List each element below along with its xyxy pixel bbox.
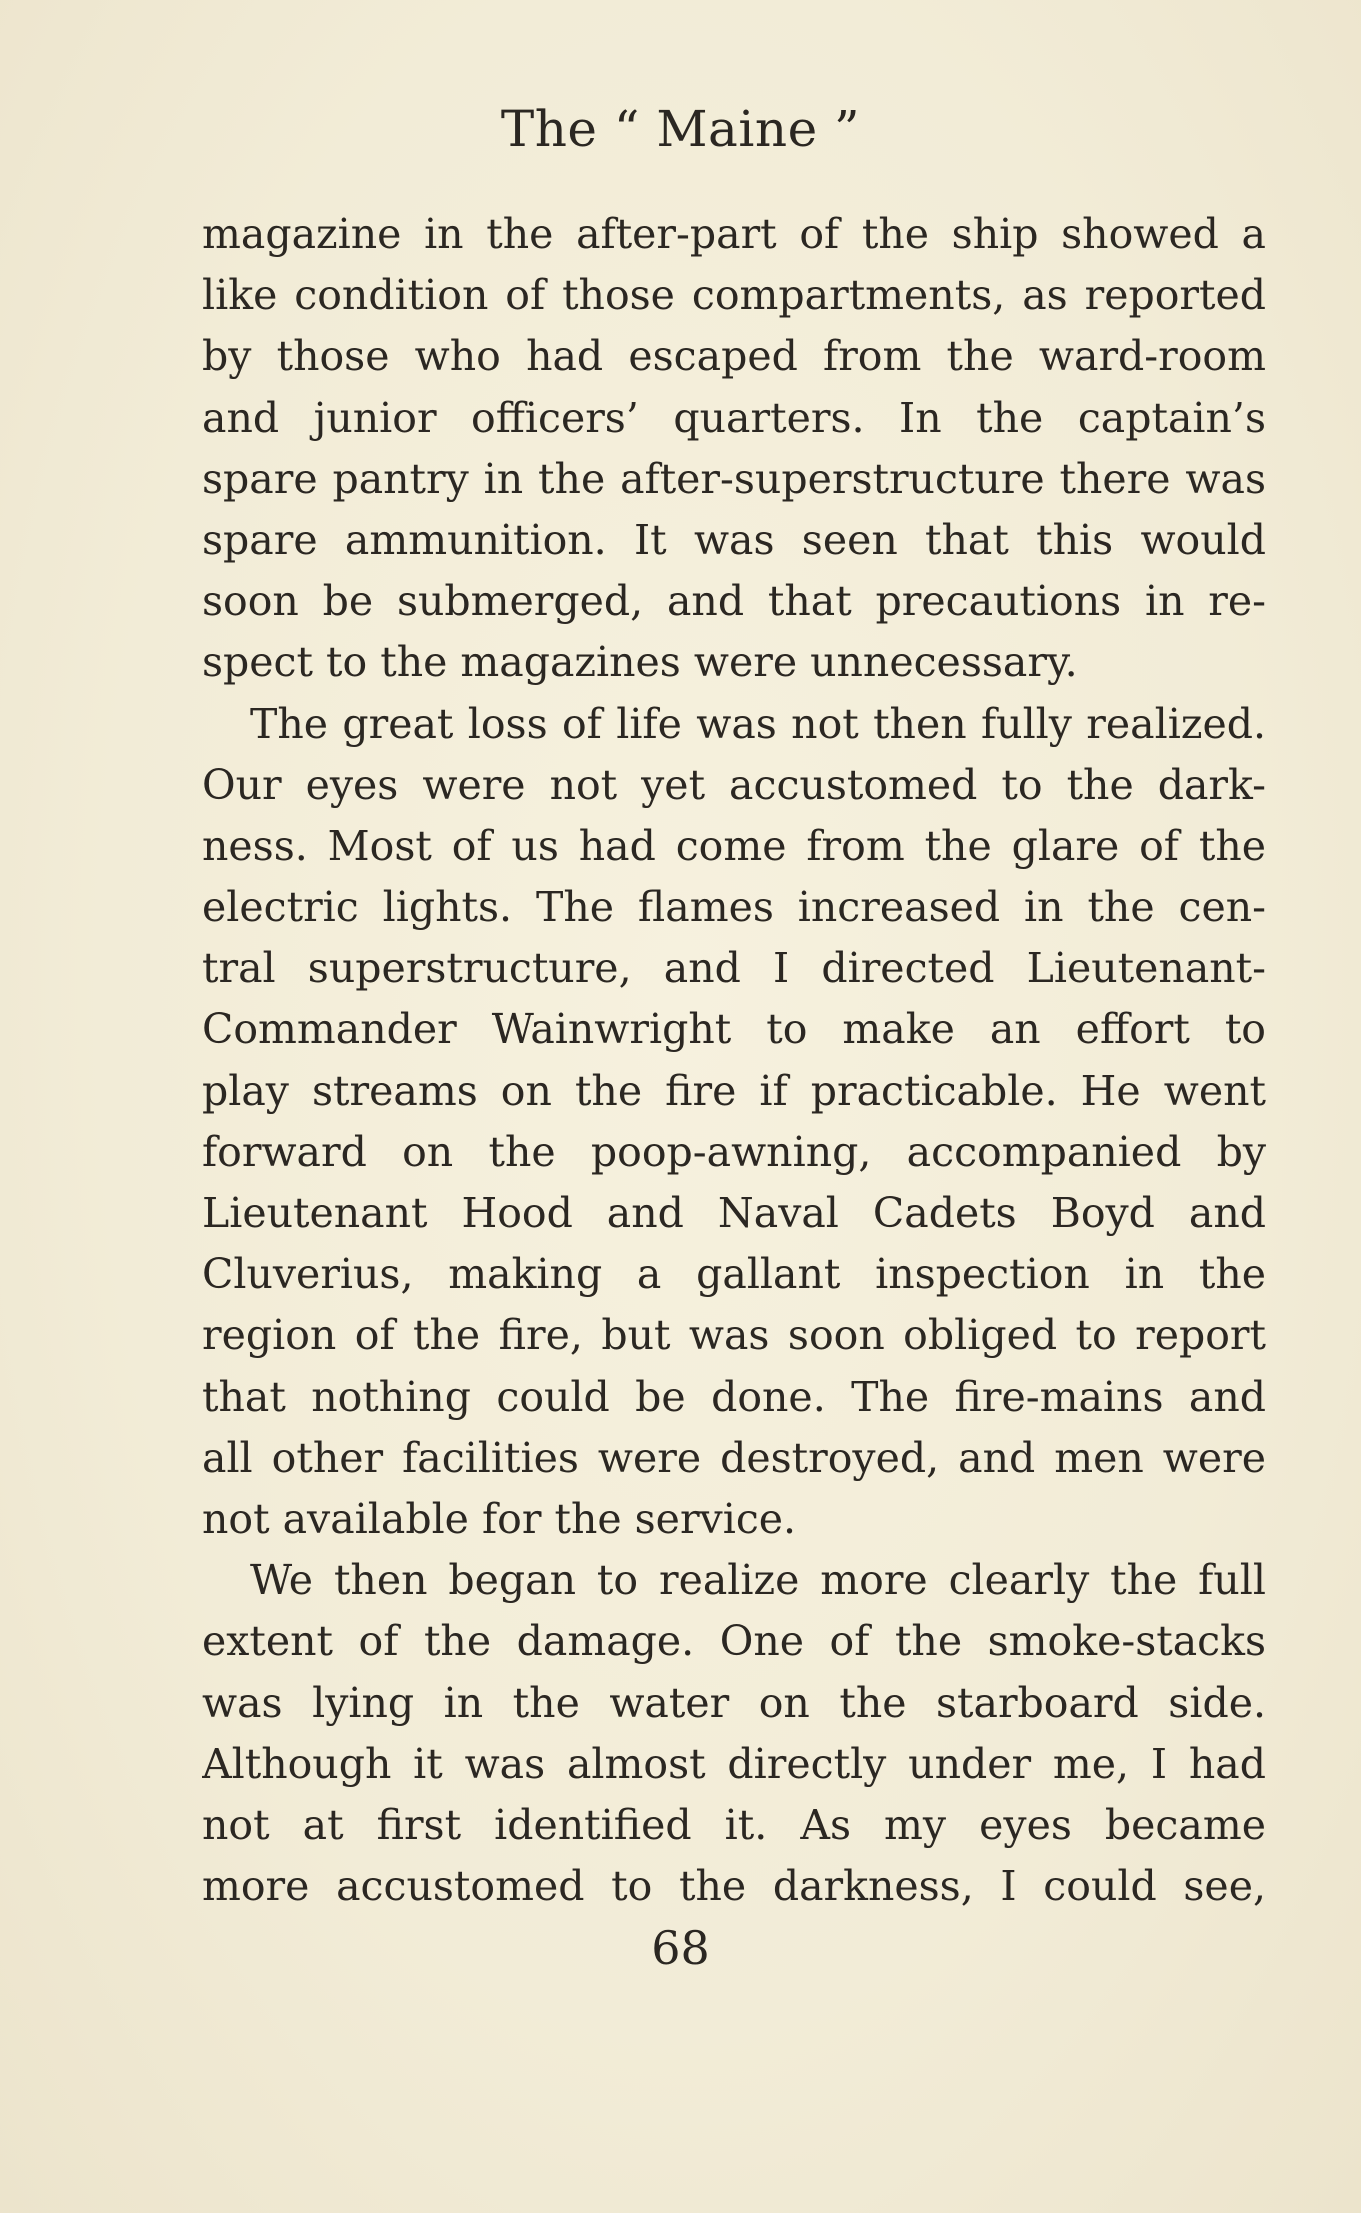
text-line: spare ammunition. It was seen that this would <box>202 515 1266 564</box>
text-line: forward on the poop-awning, accompanied by <box>202 1127 1266 1176</box>
text-line: Cluverius, making a gallant inspection in the <box>202 1250 1266 1299</box>
text-line: region of the fire, but was soon obliged to report <box>202 1311 1266 1360</box>
text-line: The great loss of life was not then fully realized. <box>250 699 1266 748</box>
text-line: not at first identified it. As my eyes became <box>202 1800 1266 1849</box>
text-line: like condition of those compartments, as reported <box>202 271 1266 320</box>
text-line: play streams on the fire if practicable. He went <box>202 1066 1266 1115</box>
text-line: soon be submerged, and that precautions in re- <box>202 577 1266 626</box>
text-line: Although it was almost directly under me, I had <box>202 1739 1266 1788</box>
text-line: tral superstructure, and I directed Lieutenant- <box>202 944 1266 993</box>
text-line: Our eyes were not yet accustomed to the dark- <box>202 760 1266 809</box>
text-line: and junior officers’ quarters. In the captain’s <box>202 393 1266 442</box>
page-number: 68 <box>651 1921 710 1975</box>
text-line: all other facilities were destroyed, and men were <box>202 1433 1266 1482</box>
text-line: more accustomed to the darkness, I could see, <box>202 1862 1266 1911</box>
text-line: magazine in the after-part of the ship showed a <box>202 210 1266 258</box>
text-line: Lieutenant Hood and Naval Cadets Boyd and <box>202 1189 1266 1237</box>
text-line: not available for the service. <box>202 1494 797 1543</box>
text-line: spect to the magazines were unnecessary. <box>202 638 1078 687</box>
text-line: spare pantry in the after-superstructure there was <box>202 454 1266 503</box>
text-line: extent of the damage. One of the smoke-stacks <box>202 1617 1266 1666</box>
text-line: by those who had escaped from the ward-room <box>202 332 1266 381</box>
text-line: that nothing could be done. The fire-mains and <box>202 1372 1266 1421</box>
text-line: Commander Wainwright to make an effort to <box>202 1005 1266 1054</box>
text-line: was lying in the water on the starboard side. <box>202 1678 1266 1727</box>
running-head-title: The “ Maine ” <box>500 100 861 158</box>
text-line: ness. Most of us had come from the glare of the <box>202 821 1266 870</box>
text-line: We then began to realize more clearly the full <box>250 1556 1266 1605</box>
body-text <box>202 204 1266 1917</box>
text-line: electric lights. The flames increased in the cen- <box>202 883 1266 932</box>
